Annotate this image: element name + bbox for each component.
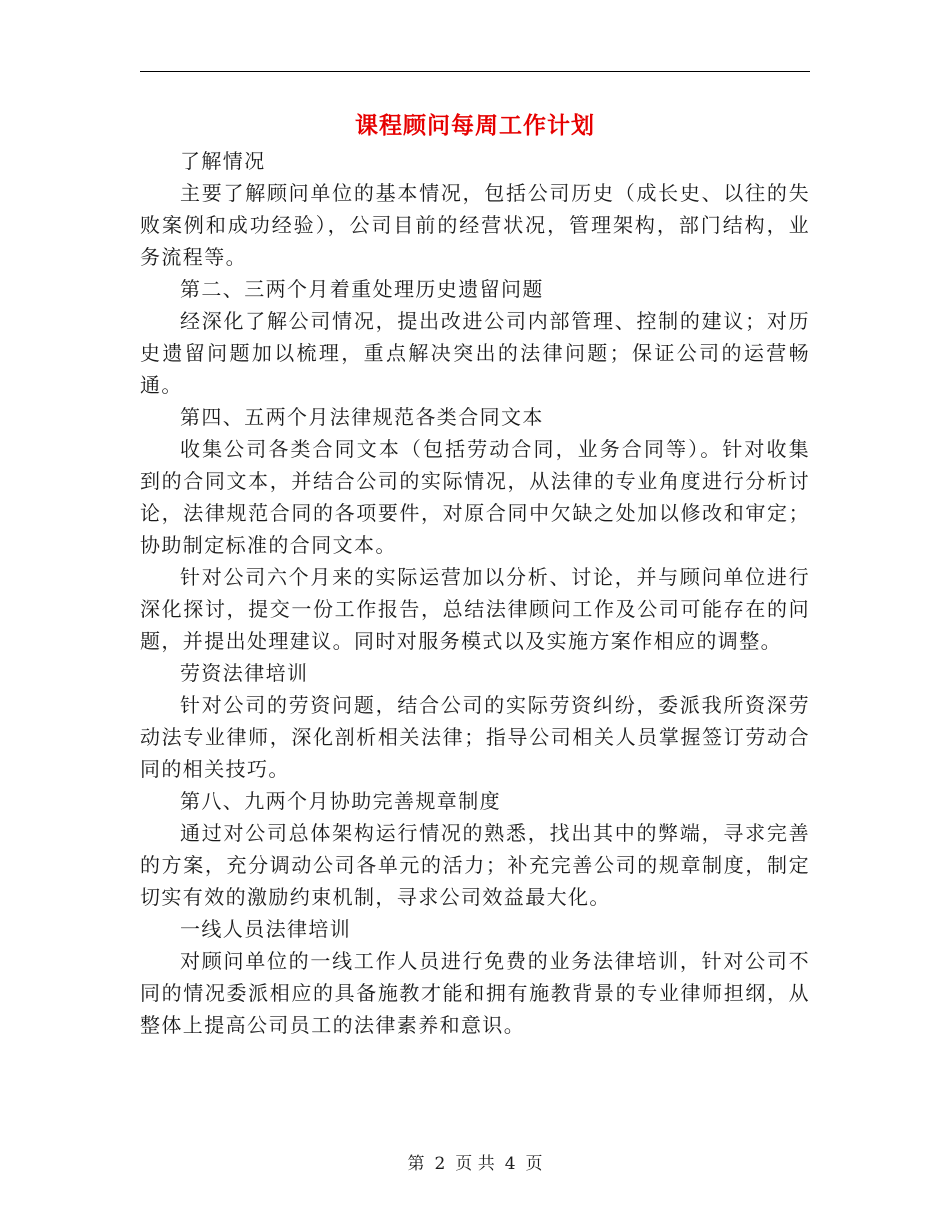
paragraph-heading: 第八、九两个月协助完善规章制度: [180, 789, 501, 813]
paragraph: 收集公司各类合同文本（包括劳动合同，业务合同等）。针对收集到的合同文本，并结合公司的实际情况，从法律的专业角度进行分析讨论，法律规范合同的各项要件，对原合同中欠缺之处加以修改和审定；协助制定标准的合同文本。: [140, 437, 810, 557]
footer-page-suffix: 页: [525, 1154, 543, 1174]
footer-page-total: 4: [504, 1154, 516, 1174]
paragraph-heading: 第四、五两个月法律规范各类合同文本: [180, 405, 544, 429]
footer-page-prefix: 第: [407, 1154, 425, 1174]
paragraph: 针对公司六个月来的实际运营加以分析、讨论，并与顾问单位进行深化探讨，提交一份工作报告，总结法律顾问工作及公司可能存在的问题，并提出处理建议。同时对服务模式以及实施方案作相应的调整。: [140, 565, 810, 653]
paragraph: 经深化了解公司情况，提出改进公司内部管理、控制的建议；对历史遗留问题加以梳理，重点解决突出的法律问题；保证公司的运营畅通。: [140, 309, 810, 397]
paragraph: 对顾问单位的一线工作人员进行免费的业务法律培训，针对公司不同的情况委派相应的具备施教才能和拥有施教背景的专业律师担纲，从整体上提高公司员工的法律素养和意识。: [140, 949, 810, 1037]
paragraph: 通过对公司总体架构运行情况的熟悉，找出其中的弊端，寻求完善的方案，充分调动公司各单元的活力；补充完善公司的规章制度，制定切实有效的激励约束机制，寻求公司效益最大化。: [140, 821, 810, 909]
page-footer: [0, 1152, 950, 1176]
header-rule: [140, 71, 810, 72]
paragraph: 主要了解顾问单位的基本情况，包括公司历史（成长史、以往的失败案例和成功经验），公司目前的经营状况，管理架构，部门结构，业务流程等。: [140, 181, 810, 269]
paragraph-heading: 第二、三两个月着重处理历史遗留问题: [180, 277, 544, 301]
document-title: 课程顾问每周工作计划: [355, 112, 595, 139]
footer-page-mid: 页 共: [455, 1154, 495, 1174]
paragraph-heading: 一线人员法律培训: [180, 917, 352, 941]
footer-page-number: 2: [434, 1154, 446, 1174]
paragraph: 针对公司的劳资问题，结合公司的实际劳资纠纷，委派我所资深劳动法专业律师，深化剖析相关法律；指导公司相关人员掌握签订劳动合同的相关技巧。: [140, 693, 810, 781]
paragraph-heading: 了解情况: [180, 149, 266, 173]
paragraph-heading: 劳资法律培训: [180, 661, 309, 685]
document-body: [140, 145, 810, 1041]
